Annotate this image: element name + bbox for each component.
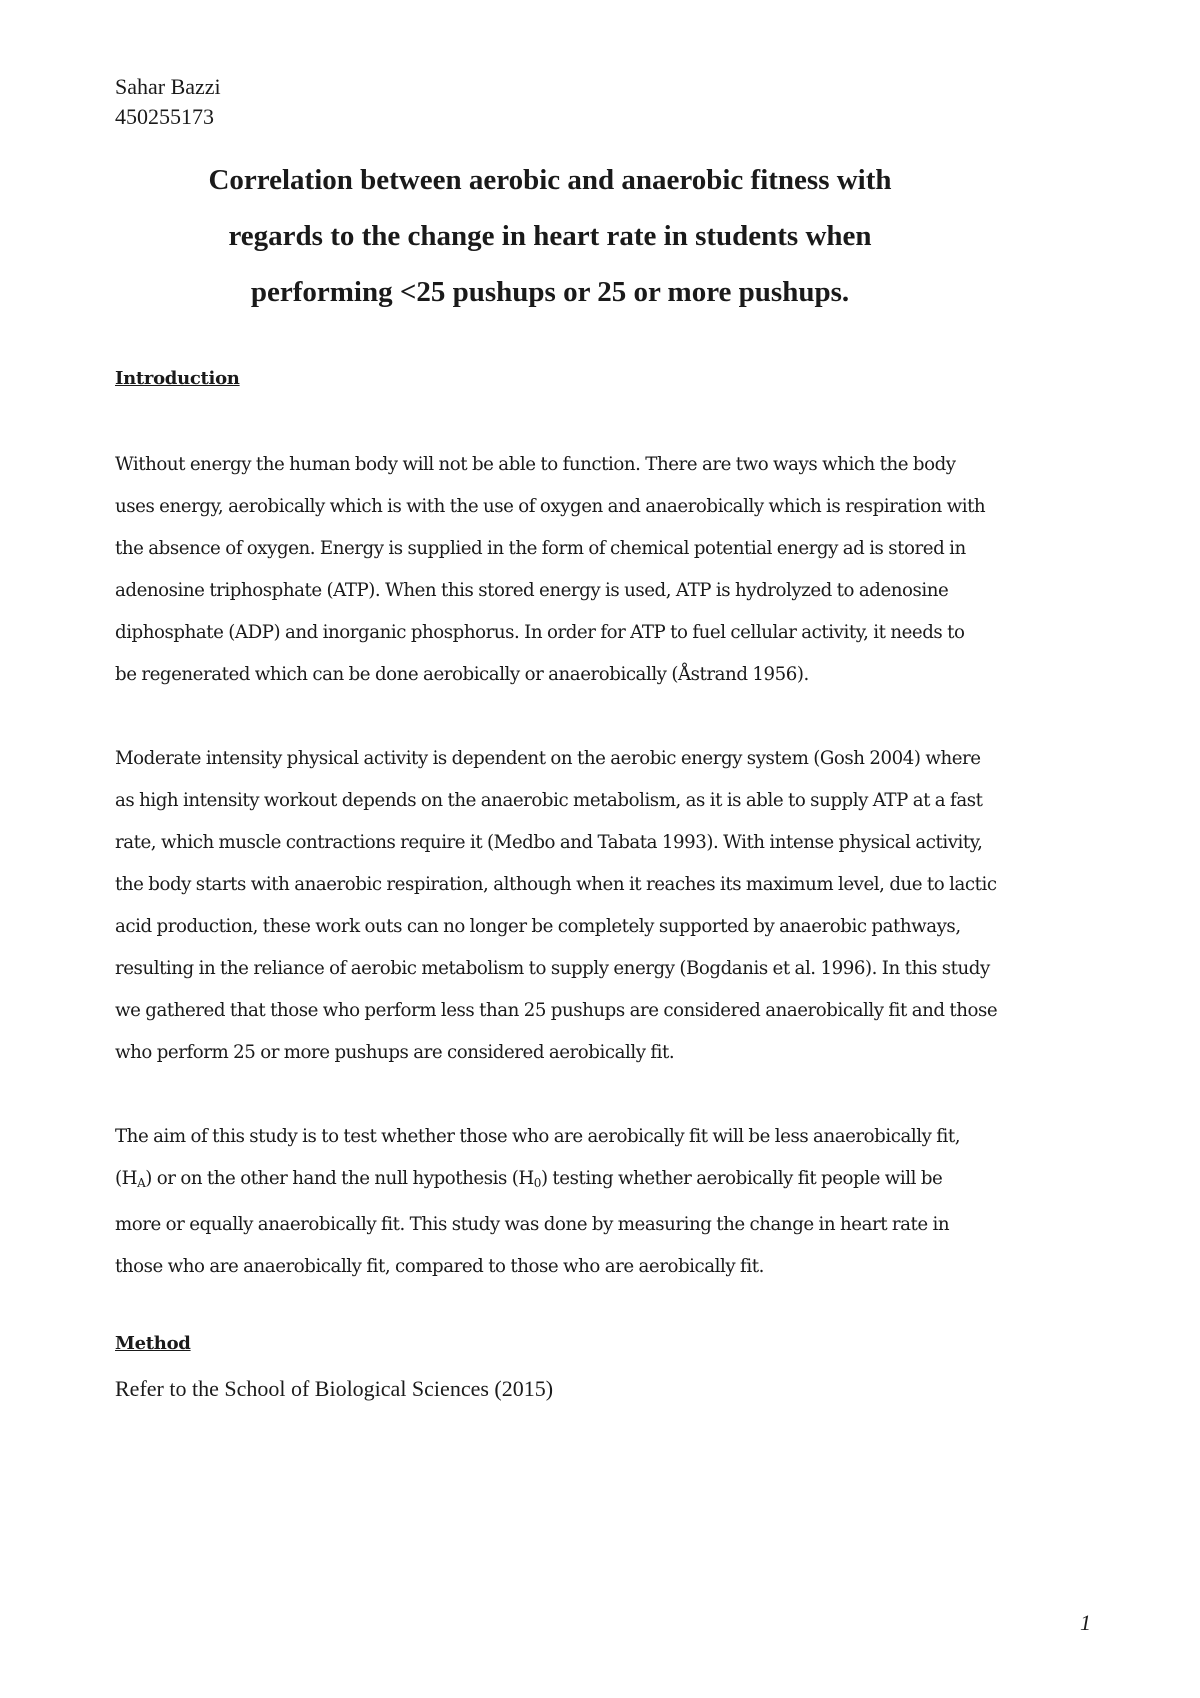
paragraph-line: rate, which muscle contractions require it (Medbo and Tabata 1993). With intense physical activity, [115, 832, 983, 853]
page-number: 1 [1080, 1610, 1091, 1635]
paragraph-line: those who are anaerobically fit, compared to those who are aerobically fit. [115, 1256, 764, 1277]
paragraph-line: resulting in the reliance of aerobic metabolism to supply energy (Bogdanis et al. 1996). In this study [115, 958, 990, 979]
paragraph-line: as high intensity workout depends on the anaerobic metabolism, as it is able to supply ATP at a fast [115, 790, 983, 811]
text-run: (H [115, 1168, 138, 1189]
paragraph-line: who perform 25 or more pushups are considered aerobically fit. [115, 1042, 675, 1063]
paragraph-line: Without energy the human body will not be able to function. There are two ways which the body [115, 454, 956, 475]
aim-paragraph [115, 1116, 1095, 1288]
method-heading: Method [115, 1333, 191, 1354]
student-id: 450255173 [115, 104, 214, 129]
hypothesis-line [115, 1158, 1095, 1204]
introduction-paragraph-1 [115, 444, 1095, 696]
title-line: regards to the change in heart rate in students when [228, 220, 872, 252]
title-line: performing <25 pushups or 25 or more pushups. [250, 276, 850, 308]
paragraph-line: uses energy, aerobically which is with the use of oxygen and anaerobically which is respiration with [115, 496, 986, 517]
text-run: ) or on the other hand the null hypothesis (H [145, 1168, 534, 1189]
paragraph-line: The aim of this study is to test whether those who are aerobically fit will be less anaerobically fit, [115, 1126, 961, 1147]
document-title [150, 152, 950, 320]
author-name: Sahar Bazzi [115, 74, 221, 99]
introduction-heading: Introduction [115, 368, 240, 389]
method-text: Refer to the School of Biological Sciences (2015) [115, 1376, 554, 1401]
subscript-0: 0 [533, 1176, 541, 1190]
text-run: ) testing whether aerobically fit people will be [540, 1168, 943, 1189]
paragraph-line: acid production, these work outs can no longer be completely supported by anaerobic pathways, [115, 916, 961, 937]
author-block [115, 72, 221, 132]
paragraph-line: be regenerated which can be done aerobically or anaerobically (Åstrand 1956). [115, 664, 809, 685]
paragraph-line: diphosphate (ADP) and inorganic phosphorus. In order for ATP to fuel cellular activity, it needs to [115, 622, 965, 643]
paragraph-line: adenosine triphosphate (ATP). When this stored energy is used, ATP is hydrolyzed to adenosine [115, 580, 949, 601]
subscript-a: A [137, 1176, 146, 1190]
paragraph-line: more or equally anaerobically fit. This study was done by measuring the change in heart rate in [115, 1214, 950, 1235]
title-line: Correlation between aerobic and anaerobic fitness with [208, 164, 892, 196]
paragraph-line: Moderate intensity physical activity is dependent on the aerobic energy system (Gosh 2004) where [115, 748, 981, 769]
paragraph-line: the absence of oxygen. Energy is supplied in the form of chemical potential energy ad is stored in [115, 538, 966, 559]
paragraph-line: we gathered that those who perform less than 25 pushups are considered anaerobically fit and those [115, 1000, 998, 1021]
paragraph-line: the body starts with anaerobic respiration, although when it reaches its maximum level, due to lactic [115, 874, 997, 895]
introduction-paragraph-2 [115, 738, 1095, 1074]
